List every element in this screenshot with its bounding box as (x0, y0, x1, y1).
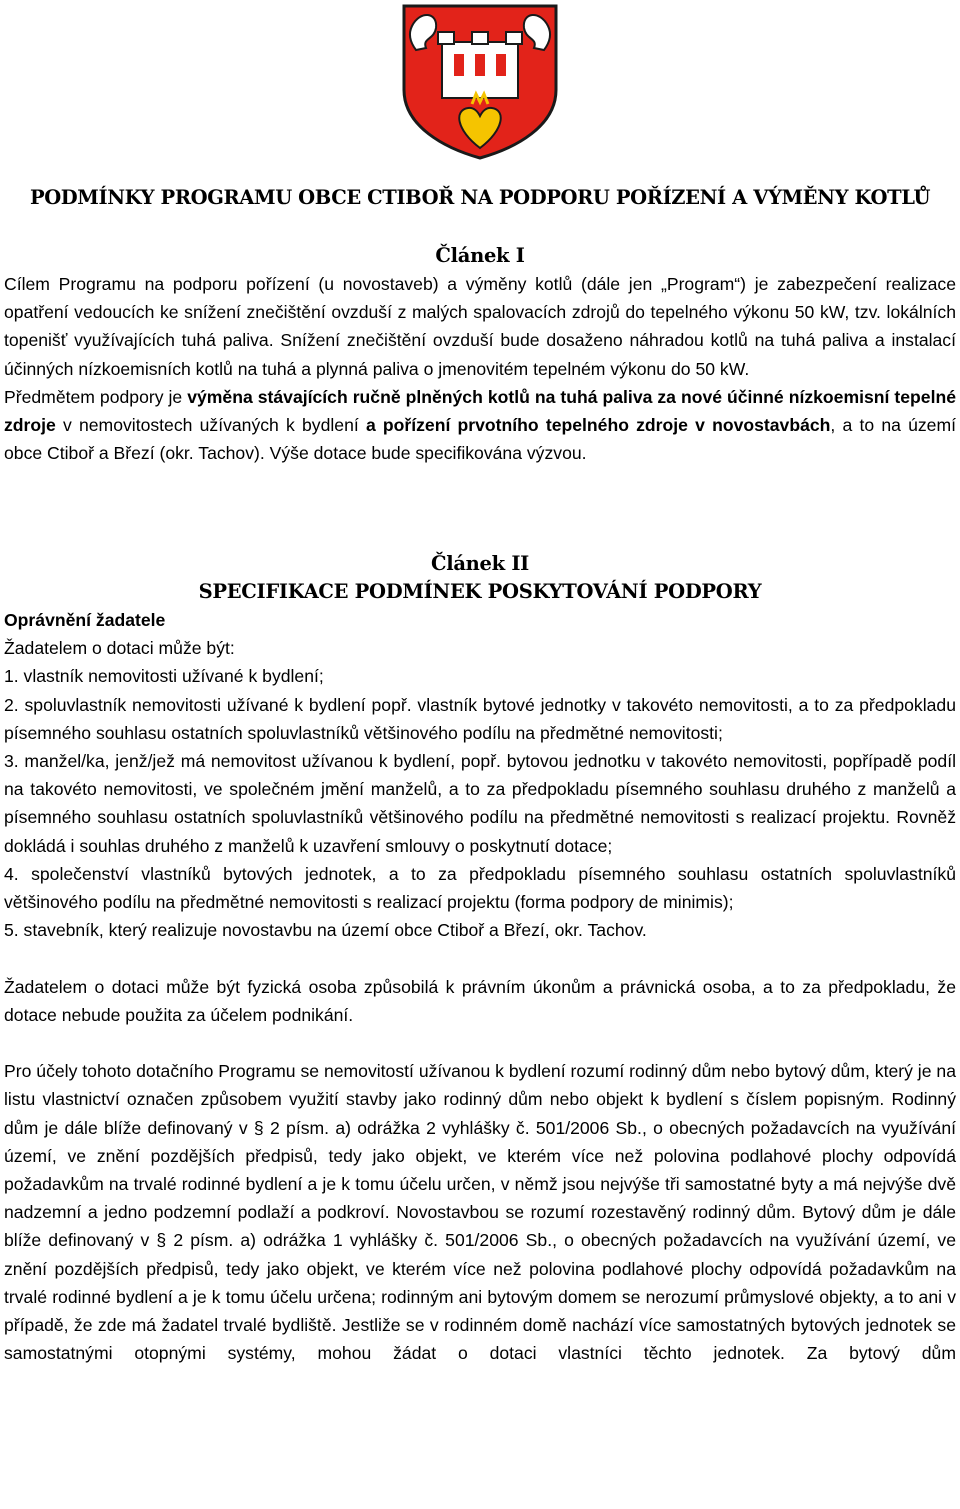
article-1-paragraph-2 (4, 383, 956, 468)
document-title: PODMÍNKY PROGRAMU OBCE CTIBOŘ NA PODPORU POŘÍZENÍ A VÝMĚNY KOTLŮ (29, 186, 931, 209)
article-1 (4, 242, 956, 467)
applicant-person-paragraph: Žadatelem o dotaci může být fyzická osoba způsobilá k právním úkonům a právnická osoba, a to za předpokladu, že dotace nebude použita za účelem podnikání. (4, 976, 956, 1025)
coat-of-arms-image (398, 2, 562, 160)
eligibility-intro: Žadatelem o dotaci může být: (4, 638, 235, 659)
eligibility-item-4: 4. společenství vlastníků bytových jednotek, a to za předpokladu písemného souhlasu ostatních spoluvlastníků většinového podílu na předmětné nemovitosti s realizací projektu (forma podpory de minimis); (4, 863, 956, 913)
article-2-heading: Článek II (431, 552, 529, 575)
eligibility-item-2: 2. spoluvlastník nemovitosti užívané k bydlení popř. vlastník bytové jednotky v takovéto nemovitosti, a to za předpokladu písemného souhlasu ostatních spoluvlastníků většinového podílu na předmětné nemovitosti; (4, 694, 956, 743)
article-1-heading: Článek I (435, 244, 525, 267)
p2-text-e: , a to na území obce Ctiboř a Březí (okr. Tachov). Výše dotace bude specifikována výzvou. (4, 415, 956, 464)
eligibility-item-5: 5. stavebník, který realizuje novostavbu na území obce Ctiboř a Březí, okr. Tachov. (4, 920, 647, 941)
eligibility-title (4, 606, 956, 634)
eligibility-item-3: 3. manžel/ka, jenž/jež má nemovitost užívanou k bydlení, popř. bytovou jednotku v takovéto nemovitosti, popřípadě podíl na takovéto nemovitosti, ve společném jmění manželů, a to za předpokladu písemného souhlasu druhého z manželů a písemného souhlasu ostatních spoluvlastníků většinového podílu na předmětné nemovitosti s realizací projektu. Rovněž dokládá i souhlas druhého z manželů k uzavření smlouvy o poskytnutí dotace; (4, 751, 956, 856)
p2-bold-b: výměna stávajících ručně plněných kotlů na tuhá paliva za nové účinné nízkoemisní tepelné zdroje (4, 386, 956, 436)
article-2-subheading: SPECIFIKACE PODMÍNEK POSKYTOVÁNÍ PODPORY (198, 580, 762, 603)
p2-text-a: Předmětem podpory je (4, 386, 188, 407)
article-1-paragraph-1: Cílem Programu na podporu pořízení (u novostaveb) a výměny kotlů (dále jen „Program“) je zabezpečení realizace opatření vedoucích ke snížení znečištění ovzduší z malých spalovacích zdrojů do tepelného výkonu 50 kW, tzv. lokálních topenišť využívajících tuhá paliva. Snížení znečištění ovzduší bude dosaženo náhradou kotlů na tuhá paliva a instalací účinných nízkoemisních kotlů na tuhá a plynná paliva o jmenovitém tepelném výkonu do 50 kW. (4, 274, 956, 379)
article-2 (4, 550, 956, 1367)
p2-bold-d: a pořízení prvotního tepelného zdroje v novostavbách (365, 415, 831, 436)
p2-text-c: v nemovitostech užívaných k bydlení (55, 415, 366, 436)
eligibility-title-text: Oprávnění žadatele (4, 610, 166, 630)
eligibility-item-1: 1. vlastník nemovitosti užívané k bydlení; (4, 666, 324, 687)
definition-paragraph: Pro účely tohoto dotačního Programu se nemovitostí užívanou k bydlení rozumí rodinný dům nebo bytový dům, který je na listu vlastnictví označen způsobem využití stavby jako rodinný dům nebo objekt k bydlení s číslem popisným. Rodinný dům je dále blíže definovaný v § 2 písm. a) odrážka 2 vyhlášky č. 501/2006 Sb., o obecných požadavcích na využívání území, ve znění pozdějších předpisů, tedy jako objekt, ve kterém více než polovina podlahové plochy odpovídá požadavkům na trvalé rodinné bydlení a je k tomu účelu určen, v němž jsou nejvýše tři samostatné byty a má nejvýše dvě nadzemní a jedno podzemní podlaží a podkroví. Novostavbou se rozumí rozestavěný rodinný dům. Bytový dům je dále blíže definovaný v § 2 písm. a) odrážka 1 vyhlášky č. 501/2006 Sb., o obecných požadavcích na využívání území, ve znění pozdějších předpisů, tedy jako objekt, ve kterém více než polovina podlahové plochy odpovídá požadavkům na trvalé rodinné bydlení a je k tomu účelu určena; rodinným ani bytovým domem se nerozumí průmyslové objekty, a to ani v případě, že zde má žadatel trvalé bydliště. Jestliže se v rodinném domě nachází více samostatných bytových jednotek se samostatnými otopnými systémy, mohou žádat o dotaci vlastníci těchto jednotek. Za bytový dům (4, 1061, 956, 1364)
